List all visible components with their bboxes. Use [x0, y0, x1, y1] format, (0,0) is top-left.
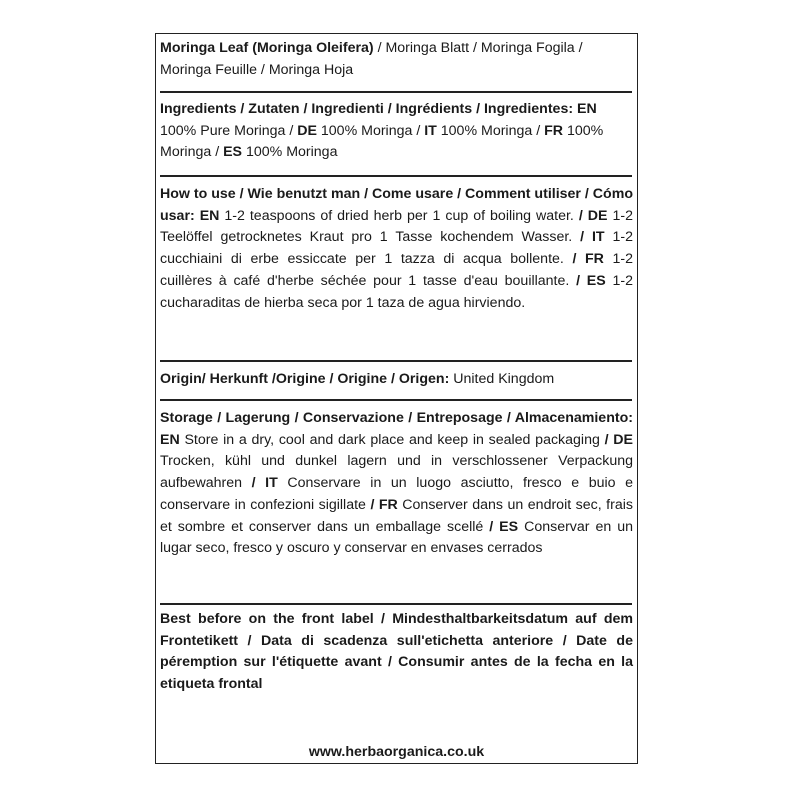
storage-fr: Conserver dans un endroit sec, frais et sombre et conserver dans un emballage scellé	[160, 496, 633, 535]
origin-heading: Origin/ Herkunft /Origine / Origine / Origen:	[160, 371, 450, 387]
divider	[160, 399, 632, 401]
how-to-use-heading: How to use / Wie benutzt man / Come usare / Comment utiliser / Cómo usar:	[160, 186, 633, 224]
lang-tag-de: / DE	[604, 431, 633, 448]
product-label	[155, 33, 638, 764]
storage-en: Store in a dry, cool and dark place and keep in sealed packaging	[179, 431, 600, 448]
lang-tag-en: EN	[199, 207, 220, 224]
lang-tag-de: DE	[297, 122, 317, 139]
lang-tag-es: / ES	[489, 518, 519, 535]
how-to-use-section	[160, 184, 633, 314]
lang-tag-fr: FR	[544, 122, 564, 139]
lang-tag-fr: / FR	[572, 251, 604, 268]
ingredients-es: 100% Moringa	[242, 144, 338, 161]
ingredients-de: 100% Moringa /	[316, 122, 425, 139]
best-before-section	[160, 609, 633, 696]
product-name-section	[160, 38, 633, 81]
best-before-text: Best before on the front label / Mindesthaltbarkeitsdatum auf dem Frontetikett / Data di scadenza sull'etichetta anteriore / Date de péremption sur l'étiquette avant / Consumir antes de la fecha en la etiqueta frontal	[160, 611, 633, 693]
divider	[160, 91, 632, 93]
storage-de: Trocken, kühl und dunkel lagern und in verschlossener Verpackung aufbewahren	[160, 453, 633, 492]
ingredients-fr: 100% Moringa /	[160, 122, 604, 161]
lang-tag-de: / DE	[578, 207, 608, 224]
origin-section	[160, 369, 633, 391]
website-link[interactable]: www.herbaorganica.co.uk	[308, 744, 485, 760]
divider	[160, 603, 632, 605]
ingredients-it: 100% Moringa /	[436, 122, 545, 139]
lang-tag-en: EN	[577, 101, 597, 117]
lang-tag-es: / ES	[576, 272, 606, 289]
divider	[160, 360, 632, 362]
origin-value: United Kingdom	[449, 371, 555, 387]
how-to-use-fr: 1-2 cuillères à café d'herbe séchée pour 1 tasse d'eau bouillante.	[160, 251, 633, 289]
how-to-use-es: 1-2 cucharaditas de hierba seca por 1 taza de agua hirviendo.	[160, 272, 633, 311]
storage-section	[160, 408, 633, 560]
lang-tag-es: ES	[223, 144, 243, 161]
lang-tag-it: / IT	[580, 229, 605, 246]
storage-es: Conservar en un lugar seco, fresco y oscuro y conservar en envases cerrados	[160, 518, 634, 557]
how-to-use-de: 1-2 Teelöffel getrocknetes Kraut pro 1 Tasse kochendem Wasser.	[160, 207, 633, 246]
how-to-use-it: 1-2 cucchiaini di erbe essiccate per 1 tazza di acqua bollente.	[160, 229, 633, 268]
how-to-use-en: 1-2 teaspoons of dried herb per 1 cup of boiling water.	[219, 207, 574, 224]
lang-tag-it: / IT	[251, 475, 278, 492]
divider	[160, 175, 632, 177]
ingredients-section	[160, 99, 633, 164]
storage-it: Conservare in un luogo asciutto, fresco e buio e conservare in confezioni sigillate	[160, 475, 633, 513]
ingredients-en: 100% Pure Moringa /	[160, 122, 298, 139]
lang-tag-en: EN	[160, 431, 180, 448]
product-title: Moringa Leaf (Moringa Oleifera)	[160, 40, 374, 56]
product-names: / Moringa Blatt / Moringa Fogila / Moringa Feuille / Moringa Hoja	[160, 40, 583, 78]
storage-heading: Storage / Lagerung / Conservazione / Entreposage / Almacenamiento:	[160, 410, 633, 426]
ingredients-heading: Ingredients / Zutaten / Ingredienti / Ingrédients / Ingredientes:	[160, 101, 574, 117]
lang-tag-it: IT	[424, 122, 437, 139]
lang-tag-fr: / FR	[370, 496, 398, 513]
